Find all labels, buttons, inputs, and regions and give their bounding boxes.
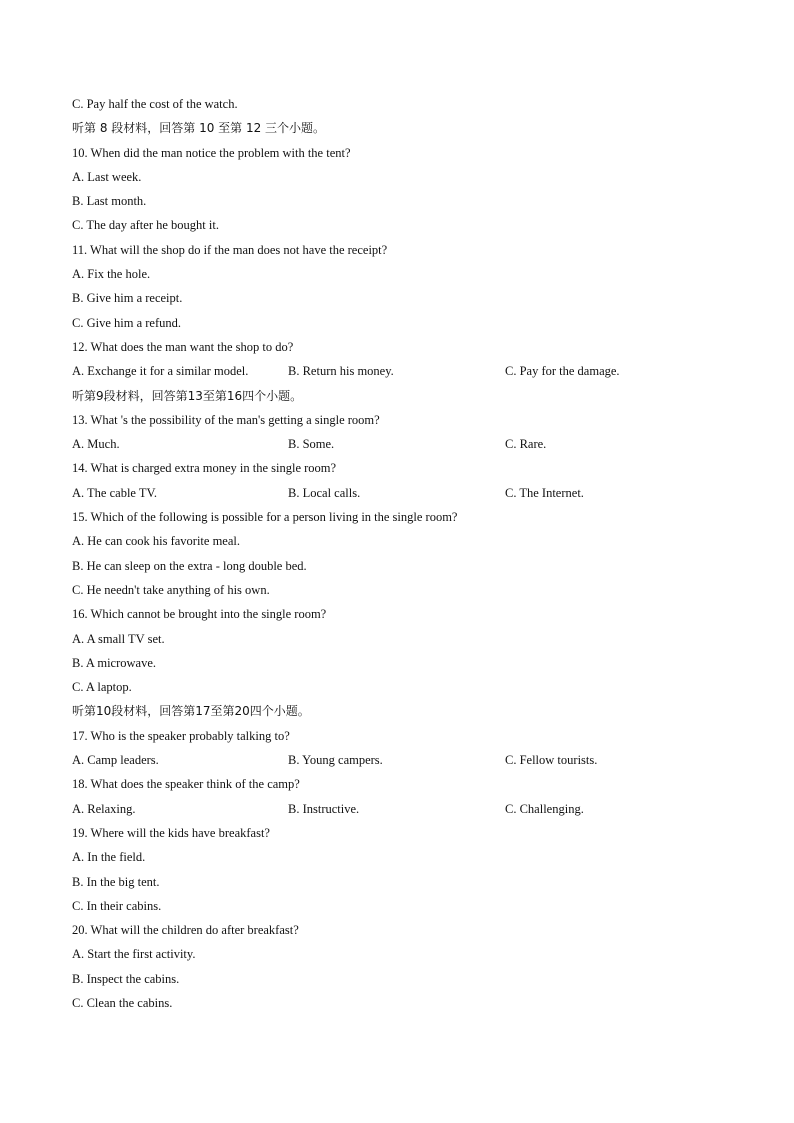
section-heading: 听第10段材料，回答第17至第20四个小题。 bbox=[72, 704, 310, 719]
question-text: 14. What is charged extra money in the single room? bbox=[72, 461, 337, 476]
option-c: C. Fellow tourists. bbox=[505, 753, 598, 768]
question-text: 15. Which of the following is possible for a person living in the single room? bbox=[72, 510, 458, 525]
option-c: C. Pay for the damage. bbox=[505, 364, 620, 379]
question-text: 16. Which cannot be brought into the single room? bbox=[72, 607, 327, 622]
option-text: C. Give him a refund. bbox=[72, 315, 182, 330]
document-page bbox=[72, 94, 722, 1017]
option-text: A. Start the first activity. bbox=[72, 947, 196, 962]
option-text: A. In the field. bbox=[72, 850, 146, 865]
option-c: C. Rare. bbox=[505, 437, 547, 452]
section-heading: 听第 8 段材料，回答第 10 至第 12 三个小题。 bbox=[72, 121, 326, 136]
option-text: C. Pay half the cost of the watch. bbox=[72, 97, 238, 111]
option-a: A. Exchange it for a similar model. bbox=[72, 364, 249, 379]
question-text: 11. What will the shop do if the man does not have the receipt? bbox=[72, 242, 388, 257]
option-text: B. He can sleep on the extra - long double bed. bbox=[72, 558, 307, 573]
option-row bbox=[72, 361, 722, 385]
option-c: C. Challenging. bbox=[505, 801, 584, 816]
section-heading: 听第9段材料，回答第13至第16四个小题。 bbox=[72, 388, 303, 403]
option-text: A. He can cook his favorite meal. bbox=[72, 534, 240, 549]
question-text: 20. What will the children do after breakfast? bbox=[72, 923, 299, 938]
option-text: C. Clean the cabins. bbox=[72, 995, 173, 1010]
option-a: A. Much. bbox=[72, 437, 120, 452]
question-text: 10. When did the man notice the problem with the tent? bbox=[72, 145, 351, 160]
option-b: B. Young campers. bbox=[288, 753, 383, 768]
option-b: B. Local calls. bbox=[288, 485, 361, 500]
option-text: B. Last month. bbox=[72, 194, 147, 209]
question-text: 19. Where will the kids have breakfast? bbox=[72, 825, 270, 840]
option-a: A. Relaxing. bbox=[72, 801, 136, 816]
option-text: C. He needn't take anything of his own. bbox=[72, 582, 270, 597]
option-b: B. Return his money. bbox=[288, 364, 394, 379]
option-row bbox=[72, 434, 722, 458]
option-b: B. Instructive. bbox=[288, 801, 360, 816]
option-text: B. In the big tent. bbox=[72, 874, 160, 889]
option-row bbox=[72, 799, 722, 823]
option-row bbox=[72, 750, 722, 774]
question-text: 12. What does the man want the shop to do? bbox=[72, 339, 294, 354]
option-b: B. Some. bbox=[288, 437, 335, 452]
option-a: A. Camp leaders. bbox=[72, 753, 159, 768]
option-text: A. Last week. bbox=[72, 169, 142, 184]
option-text: C. A laptop. bbox=[72, 680, 132, 695]
option-text: B. Inspect the cabins. bbox=[72, 971, 180, 986]
option-row bbox=[72, 483, 722, 507]
option-a: A. The cable TV. bbox=[72, 485, 158, 500]
question-text: 18. What does the speaker think of the camp? bbox=[72, 777, 300, 792]
option-text: B. Give him a receipt. bbox=[72, 291, 183, 306]
question-text: 17. Who is the speaker probably talking to? bbox=[72, 728, 290, 743]
option-text: C. The day after he bought it. bbox=[72, 218, 219, 233]
option-text: B. A microwave. bbox=[72, 655, 157, 670]
question-text: 13. What 's the possibility of the man's getting a single room? bbox=[72, 412, 380, 427]
option-text: A. A small TV set. bbox=[72, 631, 165, 646]
option-text: C. In their cabins. bbox=[72, 898, 162, 913]
option-text: A. Fix the hole. bbox=[72, 267, 151, 282]
option-c: C. The Internet. bbox=[505, 485, 584, 500]
